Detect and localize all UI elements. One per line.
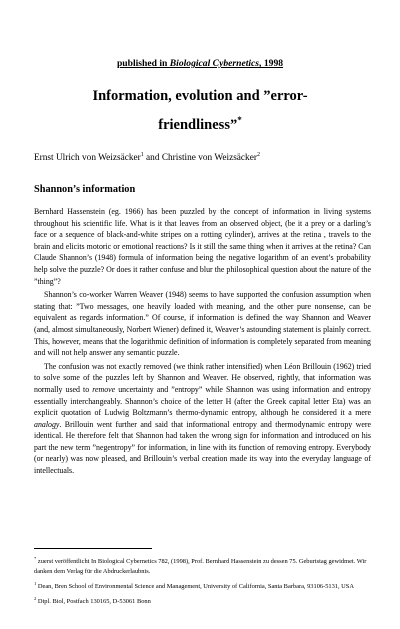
emphasis-remove: remove: [92, 384, 116, 394]
author-1-affiliation-marker: 1: [140, 152, 144, 158]
footnote-divider: [34, 548, 152, 549]
publication-year: , 1998: [259, 58, 284, 69]
title-line-1: Information, evolution and ”error-: [92, 88, 308, 104]
footnote-1-text: Dean, Bren School of Environmental Science and Management, University of California, Santa Barbara, 93106-5131, USA: [36, 583, 354, 591]
publication-prefix: published in: [116, 58, 170, 69]
author-1: Ernst Ulrich von Weizsäcker: [34, 153, 141, 164]
title-line-2: [60, 108, 340, 137]
body-text: [34, 206, 371, 479]
title-footnote-marker: *: [237, 115, 242, 125]
paragraph-3-part-b: uncertainty and ”entropy” while Shannon was using information and entropy essentially interchangeably. Shannon’s choice of the letter H (after the Greek capital letter Eta) was an explicit quotation of Ludwig Boltzmann’s thermo-dynamic entropy, although he considered it a mere: [34, 384, 371, 418]
paragraph-3: [34, 361, 371, 477]
paragraph-3-part-a: The confusion was not exactly removed (we think rather intensified) when Léon Brillouin (1962) tried to solve some of the puzzles left by Shannon and Weaver. He observed, rightly, that information was normally used to: [34, 361, 371, 394]
footnotes: [34, 554, 371, 610]
section-heading: Shannon’s information: [34, 184, 136, 195]
footnote-star: [34, 554, 371, 576]
footnote-2: [34, 594, 371, 607]
footnote-star-marker: *: [34, 556, 37, 561]
paragraph-3-part-c: . Brillouin went further and said that informational entropy and thermodynamic entropy were identical. He therefore felt that Shannon had taken the wrong sign for information and introduced on his part the new term ”negentropy” for information, in line with its function of removing entropy. Everybody (or nearly) was now pleased, and Brillouin’s verbal creation made its way into the everyday language of intellectuals.: [34, 419, 371, 476]
footnote-2-marker: 2: [34, 596, 37, 602]
emphasis-analogy: analogy: [34, 419, 60, 429]
footnote-1: [34, 579, 371, 592]
publication-note: [0, 58, 400, 69]
footnote-2-text: Dipl. Biol, Postfach 130165, D-53061 Bonn: [36, 598, 151, 606]
title-line-2-text: friendliness”: [158, 116, 238, 133]
paper-title: [60, 84, 340, 137]
paragraph-2: Shannon’s co-worker Warren Weaver (1948) seems to have supported the confusion assumption when stating that: ”Two messages, one heavily loaded with meaning, and the other pure nonsense, can be equivalent as regards information.” Of course, if information is defined the way Shannon and Weaver (and, almost simultaneously, Norbert Wiener) defined it, Weaver’s astounding statement is plainly correct. This, however, means that the logarithmic definition of information is completely separated from meaning and will not help answer any semantic puzzle.: [34, 290, 371, 358]
author-list: [34, 152, 374, 163]
journal-name: Biological Cybernetics: [169, 58, 260, 69]
footnote-1-marker: 1: [34, 580, 37, 586]
author-connector: and: [143, 153, 162, 164]
author-2-affiliation-marker: 2: [256, 152, 260, 158]
author-2: Christine von Weizsäcker: [161, 153, 257, 164]
footnote-star-text: zuerst veröffentlicht In Biological Cybernetics 782, (1998), Prof. Bernhard Hassenstein zu dessen 75. Geburtstag gewidmet. Wir danken dem Verlag für die Abdruckerlaubnis.: [34, 558, 367, 575]
paragraph-1: Bernhard Hassenstein (eg. 1966) has been puzzled by the concept of information in living systems throughout his scientific life. What is it that leaves from an observed object, (be it a prey or a darling’s face or a sequence of black-and-white stripes on a rotting cylinder), arrives at the retina , travels to the brain and elicits motoric or emotional reactions? Is it still the same thing when it arrives at the retina? Can Claude Shannon’s (1948) formula of information being the negative logarithm of an event’s probability help solve the puzzle? Or does it rather confuse and blur the philosophical question about the nature of the ”thing”?: [34, 207, 371, 286]
